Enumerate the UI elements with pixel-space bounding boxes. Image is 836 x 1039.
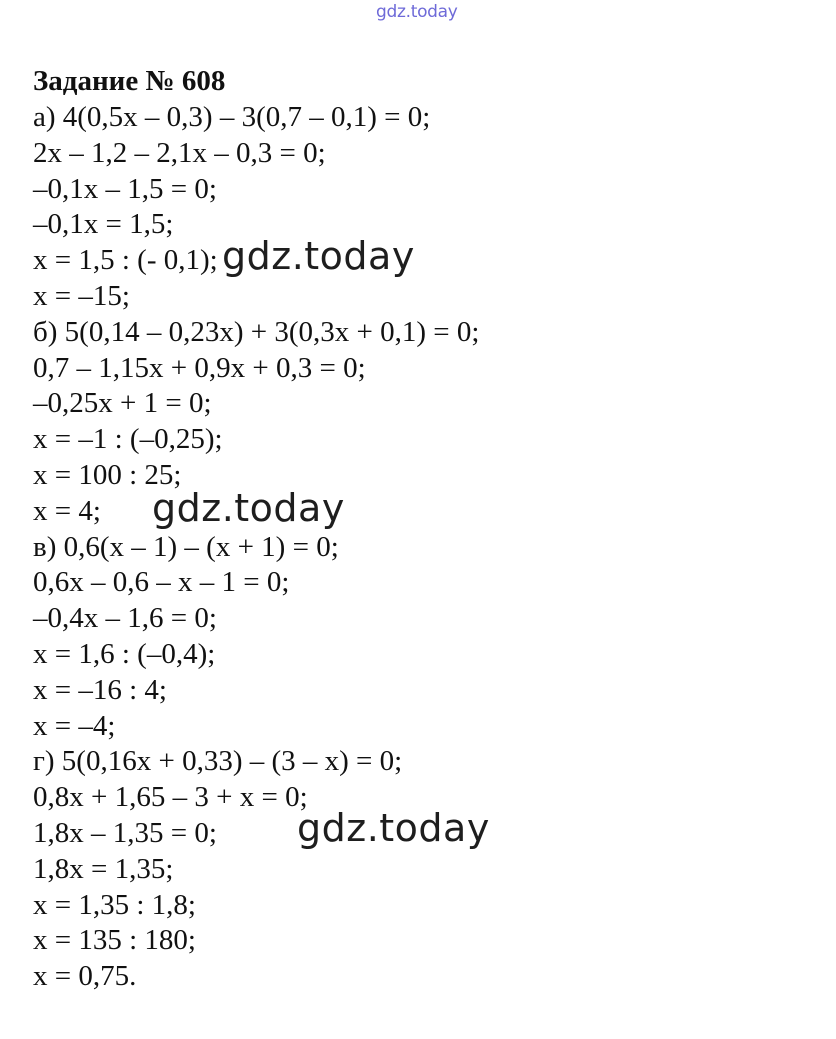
solution-line: х = 1,5 : (- 0,1); bbox=[33, 244, 218, 277]
solution-line: в) 0,6(х – 1) – (х + 1) = 0; bbox=[33, 530, 339, 563]
solution-line: х = 1,6 : (–0,4); bbox=[33, 637, 216, 670]
solution-line: х = –15; bbox=[33, 279, 130, 312]
solution-line: х = 135 : 180; bbox=[33, 924, 196, 957]
watermark: gdz.today bbox=[297, 806, 490, 850]
solution-line: а) 4(0,5х – 0,3) – 3(0,7 – 0,1) = 0; bbox=[33, 101, 431, 133]
watermark: gdz.today bbox=[152, 486, 345, 530]
solution-line: 1,8х = 1,35; bbox=[33, 852, 174, 885]
solution-line: 0,8х + 1,65 – 3 + х = 0; bbox=[33, 781, 308, 814]
solution-line: г) 5(0,16х + 0,33) – (3 – х) = 0; bbox=[33, 745, 403, 778]
solution-line: 2х – 1,2 – 2,1х – 0,3 = 0; bbox=[33, 136, 326, 169]
solution-line: –0,25х + 1 = 0; bbox=[33, 387, 212, 420]
solution-line: х = 4; bbox=[33, 494, 101, 527]
solution-line: 0,6х – 0,6 – х – 1 = 0; bbox=[33, 566, 290, 599]
solution-line: –0,4х – 1,6 = 0; bbox=[33, 602, 217, 635]
solution-line: х = 0,75. bbox=[33, 960, 137, 993]
solution-line: б) 5(0,14 – 0,23х) + 3(0,3х + 0,1) = 0; bbox=[33, 315, 480, 348]
solution-line: х = –4; bbox=[33, 709, 116, 742]
solution-line: –0,1х – 1,5 = 0; bbox=[33, 172, 217, 205]
solution-line: х = –1 : (–0,25); bbox=[33, 423, 223, 456]
task-title: Задание № 608 bbox=[33, 65, 226, 97]
top-watermark: gdz.today bbox=[376, 2, 458, 22]
solution-line: 1,8х – 1,35 = 0; bbox=[33, 816, 217, 849]
solution-line: х = –16 : 4; bbox=[33, 673, 167, 706]
solution-line: 0,7 – 1,15х + 0,9х + 0,3 = 0; bbox=[33, 351, 366, 384]
solution-line: х = 100 : 25; bbox=[33, 458, 182, 491]
solution-line: –0,1х = 1,5; bbox=[33, 208, 174, 241]
solution-line: х = 1,35 : 1,8; bbox=[33, 888, 196, 921]
watermark: gdz.today bbox=[222, 234, 415, 278]
